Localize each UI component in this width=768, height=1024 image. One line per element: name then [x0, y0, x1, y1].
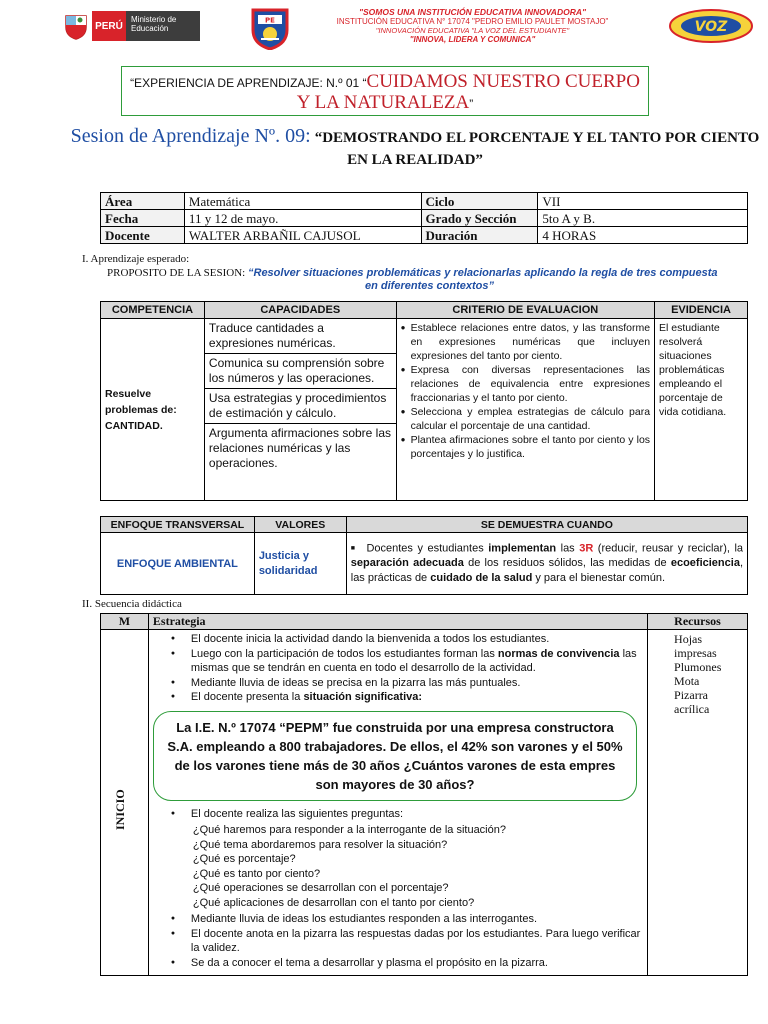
- demuestra-header: SE DEMUESTRA CUANDO: [346, 517, 747, 533]
- motto-line-1: "SOMOS UNA INSTITUCIÓN EDUCATIVA INNOVADORA": [358, 7, 586, 17]
- grado-value: 5to A y B.: [538, 210, 748, 227]
- step-item: ● El docente anota en la pizarra las respuestas dadas por los estudiantes. Para luego verificar la validez.: [171, 927, 641, 956]
- experiencia-prefix: “EXPERIENCIA DE APRENDIZAJE: N.º 01 “: [130, 76, 367, 90]
- step-text: las mismas que se tendrán en cuenta en todo el desarrollo de la actividad.: [190, 647, 637, 674]
- peru-label: PERÚ: [92, 11, 126, 41]
- fecha-label: Fecha: [101, 210, 185, 227]
- experiencia-close-quote: ”: [469, 97, 474, 111]
- step-bold: situación significativa:: [303, 691, 423, 703]
- duracion-value: 4 HORAS: [538, 227, 748, 244]
- step-text: El docente presenta la: [190, 691, 304, 703]
- pregunta-item: ¿Qué es porcentaje?: [192, 853, 296, 865]
- enfoque-header-row: [101, 517, 748, 533]
- demuestra-text: (reducir, reusar y reciclar), la: [593, 542, 744, 555]
- recurso-item: Mota: [674, 674, 700, 688]
- demuestra-bold: ecoeficiencia: [670, 557, 740, 570]
- valores-header: VALORES: [254, 517, 346, 533]
- docente-label: Docente: [101, 227, 185, 244]
- section-2-title: II. Secuencia didáctica: [82, 598, 182, 610]
- proposito-label: PROPOSITO DE LA SESION:: [107, 267, 246, 279]
- info-row: [101, 193, 748, 210]
- step-item: [171, 647, 641, 676]
- motto-line-4: "INNOVA, LIDERA Y COMUNICA": [409, 35, 536, 44]
- secuencia-table: [100, 613, 748, 976]
- recursos-list: [648, 630, 747, 716]
- recurso-item: Pizarra: [674, 688, 709, 702]
- secuencia-header-row: [101, 614, 748, 630]
- header: [0, 0, 768, 60]
- demuestra-text: de los residuos sólidos, las medidas de: [463, 557, 671, 570]
- capacidades-header: CAPACIDADES: [204, 302, 396, 319]
- info-row: [101, 210, 748, 227]
- criterio-header: CRITERIO DE EVALUACION: [396, 302, 654, 319]
- peru-shield-icon: [60, 11, 92, 41]
- ministerio-label: Ministerio de Educación: [126, 11, 200, 41]
- ciclo-value: VII: [538, 193, 748, 210]
- area-label: Área: [101, 193, 185, 210]
- demuestra-3r: 3R: [579, 542, 594, 555]
- capacidad-item: Traduce cantidades a expresiones numéricas.: [205, 319, 396, 354]
- competencia-header: COMPETENCIA: [101, 302, 205, 319]
- criterio-item: ● Expresa con diversas representaciones las relaciones de equivalencia entre expresiones fraccionarias y el tanto por ciento.: [401, 363, 650, 405]
- ciclo-label: Ciclo: [421, 193, 538, 210]
- criterios-cell: [396, 319, 654, 501]
- info-row: [101, 227, 748, 244]
- info-table: [100, 192, 748, 244]
- competencia-cell: Resuelve problemas de: CANTIDAD.: [101, 319, 205, 501]
- situacion-significativa-box: La I.E. N.º 17074 “PEPM” fue construida por una empresa constructora S.A. empleando a 800 trabajadores. De ellos, el 42% son varones y el 50% de los varones tiene más de 30 años ¿Cuántos varones de esta empres son mayores de 30 años?: [153, 711, 637, 801]
- capacidad-item: Usa estrategias y procedimientos de estimación y cálculo.: [205, 389, 396, 424]
- enfoque-table: [100, 516, 748, 595]
- evidencia-cell: El estudiante resolverá situaciones problemáticas empleando el porcentaje de vida cotidiana.: [655, 319, 748, 501]
- peru-ministerio-logo: [60, 11, 200, 41]
- momento-cell: [101, 630, 149, 976]
- capacidad-item: Comunica su comprensión sobre los números y las operaciones.: [205, 354, 396, 389]
- experiencia-title-1: CUIDAMOS NUESTRO CUERPO: [366, 71, 640, 92]
- step-item: ● Se da a conocer el tema a desarrollar y plasma el propósito en la pizarra.: [171, 956, 641, 971]
- enfoque-row: [101, 533, 748, 595]
- demuestra-bold: cuidado de la salud: [430, 572, 533, 585]
- square-bullet-icon: ■: [350, 544, 357, 552]
- school-motto: [300, 8, 645, 44]
- preguntas-list: [149, 823, 647, 910]
- recurso-item: Hojas: [674, 632, 703, 646]
- recursos-cell: [648, 630, 748, 976]
- valores-value: Justicia y solidaridad: [254, 533, 346, 595]
- step-bold: normas de convivencia: [497, 647, 620, 660]
- estrategia-cell: [148, 630, 647, 976]
- sesion-title: [70, 126, 760, 171]
- step-item: ● El docente realiza las siguientes preguntas:: [171, 807, 641, 822]
- step-item: ● El docente inicia la actividad dando la bienvenida a todos los estudiantes.: [171, 632, 641, 647]
- motto-line-2: INSTITUCIÓN EDUCATIVA N° 17074 "PEDRO EMILIO PAULET MOSTAJO": [336, 17, 609, 26]
- school-crest-icon: [249, 6, 291, 50]
- step-item: ● Mediante lluvia de ideas los estudiantes responden a las interrogantes.: [171, 912, 641, 927]
- competencia-table: [100, 301, 748, 501]
- enfoque-header: ENFOQUE TRANSVERSAL: [101, 517, 255, 533]
- pregunta-item: ¿Qué es tanto por ciento?: [192, 867, 321, 880]
- criterio-item: ● Selecciona y emplea estrategias de cálculo para calcular el porcentaje de una cantidad.: [401, 405, 650, 433]
- criterio-item: ● Plantea afirmaciones sobre el tanto por ciento y los porcentajes y lo justifica.: [401, 433, 650, 461]
- demuestra-text: las: [556, 542, 580, 555]
- sesion-label: Sesion de Aprendizaje Nº. 09:: [70, 125, 311, 147]
- competencia-header-row: [101, 302, 748, 319]
- step-item: ● Mediante lluvia de ideas se precisa en la pizarra las más puntuales.: [171, 676, 641, 691]
- pregunta-item: ¿Qué tema abordaremos para resolver la situación?: [192, 838, 448, 851]
- recursos-header: Recursos: [648, 614, 748, 630]
- section-1-title: I. Aprendizaje esperado:: [82, 253, 190, 265]
- demuestra-bold: implementan: [488, 542, 557, 555]
- secuencia-row: [101, 630, 748, 976]
- duracion-label: Duración: [421, 227, 538, 244]
- proposito-text-a: “Resolver situaciones problemáticas y relacionarlas aplicando la regla de tres compuesta: [248, 267, 718, 279]
- experiencia-title-2: Y LA NATURALEZA: [296, 92, 470, 113]
- docente-value: WALTER ARBAÑIL CAJUSOL: [184, 227, 421, 244]
- crest-text: PE: [265, 16, 275, 25]
- pregunta-item: ¿Qué aplicaciones de desarrollan con el tanto por ciento?: [192, 896, 475, 909]
- pregunta-item: ¿Qué haremos para responder a la interrogante de la situación?: [192, 824, 506, 836]
- proposito: [107, 267, 752, 293]
- evidencia-header: EVIDENCIA: [655, 302, 748, 319]
- demuestra-value: [346, 533, 747, 595]
- motto-line-3: "INNOVACIÓN EDUCATIVA "LA VOZ DEL ESTUDIANTE": [375, 26, 570, 35]
- demuestra-text: y para el bienestar común.: [532, 572, 665, 585]
- capacidad-item: Argumenta afirmaciones sobre las relaciones numéricas y las operaciones.: [208, 426, 392, 470]
- pregunta-item: ¿Qué operaciones se desarrollan con el porcentaje?: [192, 882, 449, 894]
- grado-label: Grado y Sección: [421, 210, 538, 227]
- recurso-item: impresas: [674, 646, 717, 660]
- estrategia-header: Estrategia: [148, 614, 647, 630]
- step-item: [171, 690, 641, 705]
- momento-header: M: [101, 614, 149, 630]
- competencia-row: [101, 319, 748, 501]
- fecha-value: 11 y 12 de mayo.: [184, 210, 421, 227]
- recurso-item: Plumones: [674, 660, 722, 674]
- demuestra-text: Docentes y estudiantes: [366, 542, 489, 555]
- area-value: Matemática: [184, 193, 421, 210]
- step-text: Luego con la participación de todos los estudiantes forman las: [190, 647, 498, 660]
- capacidades-cell: [204, 319, 396, 501]
- demuestra-bold: separación adecuada: [350, 557, 464, 570]
- voz-logo-icon: [668, 6, 754, 44]
- experiencia-box: [121, 66, 649, 116]
- criterio-item: ● Establece relaciones entre datos, y las transforme en expresiones numéricas que incluyen expresiones del tanto por ciento.: [401, 321, 650, 363]
- enfoque-value: ENFOQUE AMBIENTAL: [101, 533, 255, 595]
- voz-text: VOZ: [694, 19, 728, 35]
- momento-inicio-label: INICIO: [113, 789, 127, 830]
- recurso-item: acrílica: [674, 702, 710, 716]
- proposito-text-b: en diferentes contextos”: [365, 280, 494, 292]
- sesion-topic: “DEMOSTRANDO EL PORCENTAJE Y EL TANTO POR CIENTO EN LA REALIDAD”: [314, 130, 760, 168]
- demuestra-text: , las prácticas de: [350, 557, 743, 585]
